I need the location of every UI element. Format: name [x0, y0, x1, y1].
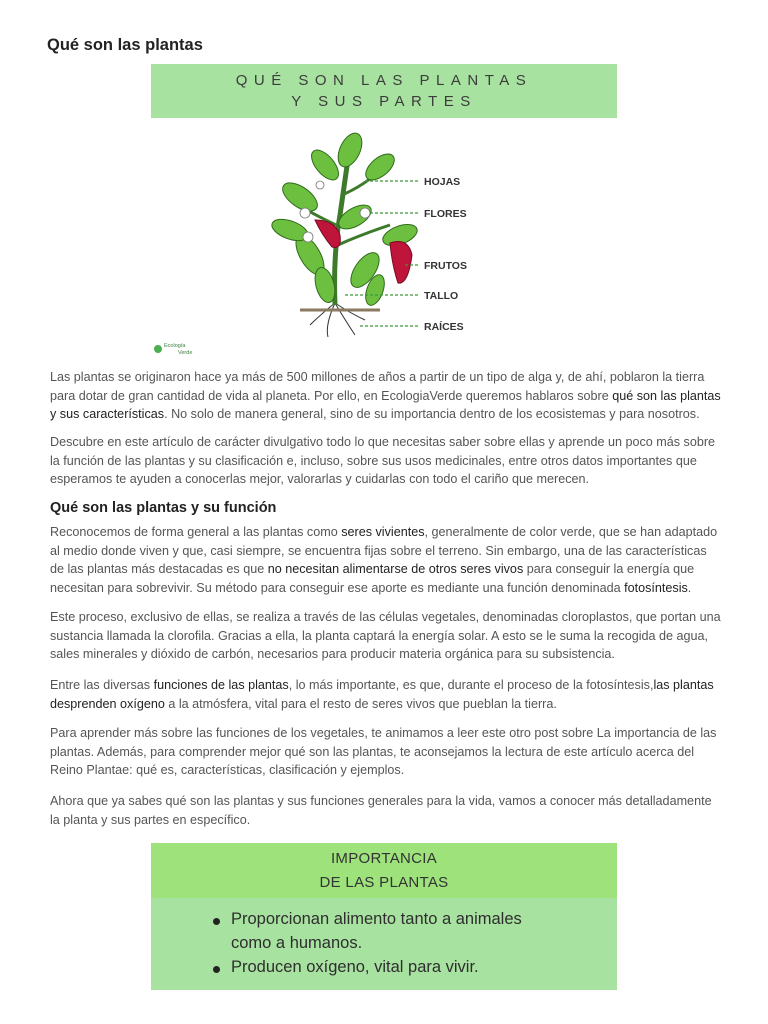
intro-text-b: . No solo de manera general, sino de su importancia dentro de los ecosistemas y para nosotros. — [164, 407, 700, 421]
p5-text-c: a la atmósfera, vital para el resto de seres vivos que pueblan la tierra. — [164, 696, 557, 711]
plant-parts-illustration — [150, 125, 620, 363]
logo-line-2: Verde — [178, 350, 193, 356]
fotosintesis-link[interactable]: fotosíntesis — [624, 580, 688, 595]
section-paragraph-3 — [50, 676, 722, 713]
p5-text-a: Entre las diversas — [50, 678, 154, 692]
p3-text-a: Reconocemos de forma general a las plantas como — [50, 525, 342, 539]
plants-characteristics-link[interactable]: qué son las plantas y sus características — [50, 388, 721, 421]
p3-text-c: para conseguir la energía que necesitan para sobrevivir. Su método para conseguir ese aporte es mediante una función denominada — [50, 562, 695, 595]
label-raices: RAÍCES — [424, 321, 464, 333]
importance-card — [151, 843, 617, 990]
card-title-2: DE LAS PLANTAS — [319, 874, 449, 891]
p3-text-d: . — [687, 580, 692, 595]
label-frutos: FRUTOS — [424, 260, 467, 272]
seres-vivientes-link[interactable]: seres vivientes — [341, 525, 425, 539]
bullet-2: Producen oxígeno, vital para vivir. — [231, 958, 479, 976]
importance-card-body — [151, 898, 617, 990]
funciones-plantas-link[interactable]: funciones de las plantas — [153, 678, 289, 692]
section-heading: Qué son las plantas y su función — [50, 500, 277, 516]
card-title-1: IMPORTANCIA — [330, 850, 438, 867]
label-tallo: TALLO — [424, 290, 459, 302]
section-paragraph-4: Para aprender más sobre las funciones de los vegetales, te animamos a leer este otro post sobre La importancia de las plantas. Además, para comprender mejor qué son las plantas, te aconsejamos la lectura de este artículo acerca del Reino Plantae: qué es, características, clasificación y ejemplos. — [50, 726, 717, 777]
p3-text-b: , generalmente de color verde, que se han adaptado al medio donde viven y que, casi siempre, se encuentra fijas sobre el terreno. Sin embargo, una de las características de las plantas más destacadas es que — [50, 525, 718, 576]
banner-line-2: Y SUS PARTES — [291, 93, 477, 110]
importance-card-header — [151, 843, 617, 898]
intro-paragraph-2: Descubre en este artículo de carácter divulgativo todo lo que necesitas saber sobre ellas y aprende un poco más sobre la función de las plantas y su clasificación e, incluso, sobre sus usos medicinales, entre otros datos importantes que esperamos te ayuden a conocerlas mejor, valorarlas y cuidarlas con todo el cariño que merecen. — [50, 435, 716, 486]
label-flores: FLORES — [424, 208, 467, 220]
logo-line-1: Ecología — [164, 343, 186, 349]
intro-text-a: Las plantas se originaron hace ya más de 500 millones de años a partir de un tipo de alga y, de ahí, poblaron la tierra para dotar de gran cantidad de vida al planeta. Por ello, en EcologiaVerde queremos hablaros sobre — [50, 370, 705, 403]
intro-paragraph-1 — [50, 368, 722, 424]
label-hojas: HOJAS — [424, 176, 461, 188]
p5-text-b: , lo más importante, es que, durante el proceso de la fotosíntesis, — [288, 678, 654, 692]
desprenden-oxigeno-link[interactable]: las plantas desprenden oxígeno — [50, 678, 714, 711]
title-banner — [151, 64, 617, 118]
section-paragraph-2: Este proceso, exclusivo de ellas, se realiza a través de las células vegetales, denominadas cloroplastos, que portan una sustancia llamada la clorofila. Gracias a ella, la planta captará la energía solar. A esto se le suma la recogida de agua, sales minerales y dióxido de carbón, necesarios para producir materia orgánica para su subsistencia. — [50, 610, 721, 661]
banner-line-1: QUÉ SON LAS PLANTAS — [235, 72, 533, 89]
roots-drawing — [300, 303, 380, 337]
bullet-dot-icon — [213, 966, 220, 973]
bullet-1-line-1: Proporcionan alimento tanto a animales — [231, 910, 522, 928]
bullet-dot-icon — [213, 918, 220, 925]
page-title: Qué son las plantas — [47, 36, 203, 54]
bullet-1-line-2: como a humanos. — [231, 934, 363, 952]
section-paragraph-5: Ahora que ya sabes qué son las plantas y sus funciones generales para la vida, vamos a conocer más detalladamente la planta y sus partes en específico. — [50, 794, 712, 827]
no-alimentarse-link[interactable]: no necesitan alimentarse de otros seres vivos — [267, 562, 524, 576]
ecologiaverde-logo — [154, 343, 192, 356]
section-paragraph-1 — [50, 523, 722, 597]
